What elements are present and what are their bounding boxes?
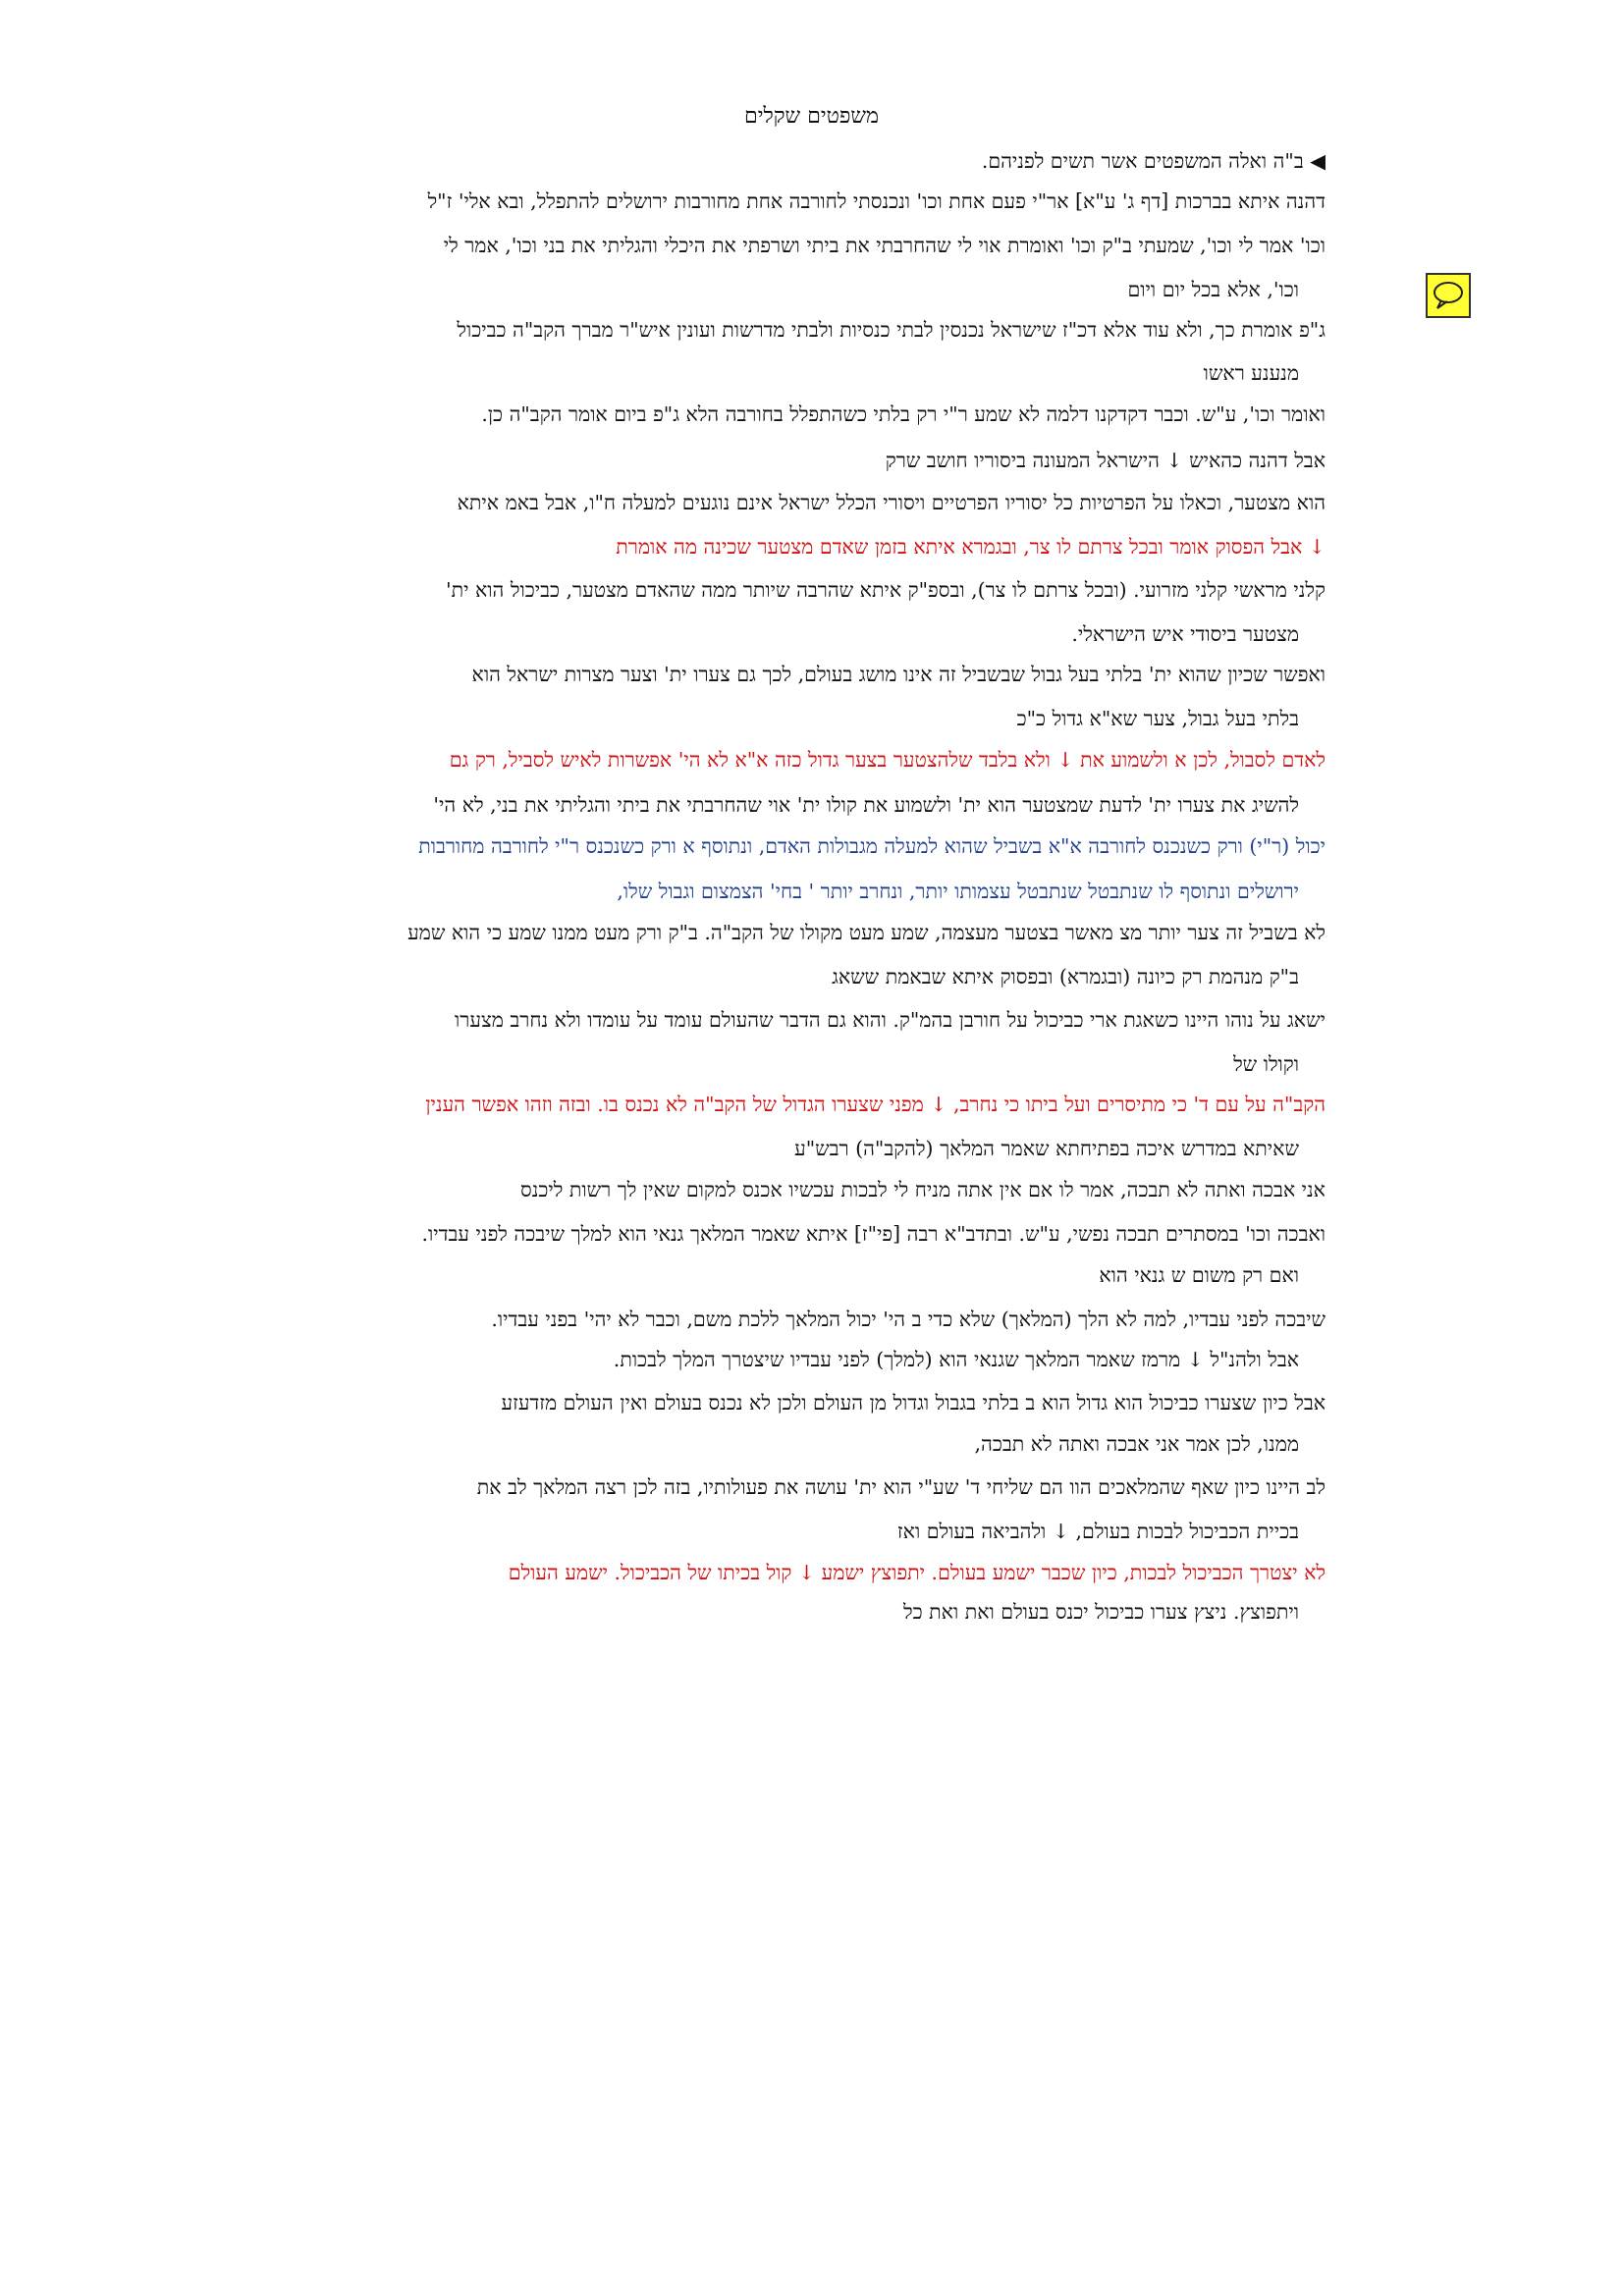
text-line: מנענע ראשו <box>1203 361 1299 385</box>
text-line: וכו', אלא בכל יום ויום <box>1127 278 1299 301</box>
text-line: ג"פ אומרת כך, ולא עוד אלא דכ"ז שישראל נכנסין לבתי כנסיות ולבתי מדרשות ועונין איש"ר מברך הקב"ה כביכול <box>457 318 1325 342</box>
text-line: הקב"ה על עם ד' כי מתיסרים ועל ביתו כי נחרב, ↓ מפני שצערו הגדול של הקב"ה לא נכנס בו. ובזה וזהו אפשר הענין <box>425 1093 1325 1116</box>
text-line: ויתפוצץ. ניצץ צערו כביכול יכנס בעולם ואת ואת כל <box>903 1600 1299 1624</box>
text-line: בלתי בעל גבול, צער שא"א גדול כ"כ <box>1016 707 1299 730</box>
text-line: וקולו של <box>1233 1052 1299 1076</box>
text-line: הוא מצטער, וכאלו על הפרטיות כל יסוריו הפרטיים ויסורי הכלל ישראל אינם נוגעים למעלה ח"ו, אבל באמ איתא <box>457 491 1325 514</box>
text-line: וכו' אמר לי וכו', שמעתי ב"ק וכו' ואומרת אוי לי שהחרבתי את ביתי ושרפתי את היכלי והגליתי את בני וכו', אמר לי <box>443 234 1325 257</box>
text-line: בכיית הכביכול לבכות בעולם, ↓ ולהביאה בעולם ואז <box>896 1520 1299 1543</box>
text-line: יכול (ר"י) ורק כשנכנס לחורבה א"א בשביל שהוא למעלה מגבולות האדם, ונתוסף א ורק כשנכנס ר"י לחורבה מחורבות <box>418 834 1325 858</box>
text-line: ב"ק מנהמת רק כיונה (ובגמרא) ובפסוק איתא שבאמת ששאג <box>832 965 1299 988</box>
page-title: משפטים שקלים <box>743 104 880 129</box>
text-line: אבל כיון שצערו כביכול הוא גדול הוא ב בלתי בגבול וגדול מן העולם ולכן לא נכנס בעולם ואין העולם מזדעזע <box>501 1391 1325 1415</box>
text-line: אני אבכה ואתה לא תבכה, אמר לו אם אין אתה מניח לי לבכות עכשיו אכנס למקום שאין לך רשות ליכנס <box>520 1178 1325 1201</box>
speech-bubble-glyph <box>1428 275 1469 316</box>
text-line: ↓ אבל הפסוק אומר ובכל צרתם לו צר, ובגמרא איתא בזמן שאדם מצטער שכינה מה אומרת <box>616 535 1325 559</box>
speech-bubble-icon[interactable] <box>1426 273 1471 318</box>
text-line: ירושלים ונתוסף לו שנתבטל שנתבטל עצמותו יותר, ונחרב יותר ' בחי' הצמצום וגבול שלו, <box>617 880 1299 903</box>
text-line: לאדם לסבול, לכן א ולשמוע את ↓ ולא בלבד שלהצטער בצער גדול כזה א"א לא הי' אפשרות לאיש לסביל, רק גם <box>449 748 1325 772</box>
text-line: אבל דהנה כהאיש ↓ הישראל המעונה ביסוריו חושב שרק <box>885 449 1325 472</box>
text-line: קלני מראשי קלני מזרועי. (ובכל צרתם לו צר), ובספ"ק איתא שהרבה שיותר ממה שהאדם מצטער, כביכול הוא ית' <box>445 578 1325 602</box>
text-line: להשיג את צערו ית' לדעת שמצטער הוא ית' ולשמוע את קולו ית' אוי שהחרבתי את ביתי והגליתי את בני, לא הי' <box>433 793 1299 817</box>
text-line: ואפשר שכיון שהוא ית' בלתי בעל גבול שבשביל זה אינו מושג בעולם, לכך גם צערו ית' וצער מצרות ישראל הוא <box>471 663 1325 686</box>
text-line: שאיתא במדרש איכה בפתיחתא שאמר המלאך (להקב"ה) רבש"ע <box>794 1137 1299 1160</box>
text-line: לב היינו כיון שאף שהמלאכים הוו הם שליחי ד' שע"י הוא ית' עושה את פעולותיו, בזה לכן רצה המלאך לב את <box>476 1475 1325 1499</box>
text-line: ממנו, לכן אמר אני אבכה ואתה לא תבכה, <box>974 1432 1299 1456</box>
text-line: לא יצטרך הכביכול לבכות, כיון שכבר ישמע בעולם. יתפוצץ ישמע ↓ קול בכיתו של הכביכול. ישמע העולם <box>508 1561 1325 1584</box>
text-line: שיבכה לפני עבדיו, למה לא הלך (המלאך) שלא כדי ב הי' יכול המלאך ללכת משם, וכבר לא יהי' בפני עבדיו. <box>491 1308 1325 1331</box>
text-line: דהנה איתא בברכות [דף ג' ע"א] אר"י פעם אחת וכו' ונכנסתי לחורבה אחת מחורבות ירושלים להתפלל, ובא אלי' ז"ל <box>427 189 1325 213</box>
text-line: ◀ ב"ה ואלה המשפטים אשר תשים לפניהם. <box>981 149 1325 173</box>
text-line: ואומר וכו', ע"ש. וכבר דקדקנו דלמה לא שמע ר"י רק בלתי כשהתפלל בחורבה הלא ג"פ ביום אומר הקב"ה כן. <box>481 402 1325 426</box>
text-line: ישאג על נוהו היינו כשאגת ארי כביכול על חורבן בהמ"ק. והוא גם הדבר שהעולם עומד על עומדו ולא נחרב מצערו <box>455 1008 1325 1032</box>
text-line: אבל ולהנ"ל ↓ מרמז שאמר המלאך שגנאי הוא (למלך) לפני עבדיו שיצטרך המלך לבכות. <box>613 1348 1299 1371</box>
text-line: מצטער ביסודי איש הישראלי. <box>1071 622 1299 646</box>
text-line: ואם רק משום ש גנאי הוא <box>1099 1263 1299 1287</box>
text-line: ואבכה וכו' במסתרים תבכה נפשי, ע"ש. ובתדב"א רבה [פי"ז] איתא שאמר המלאך גנאי הוא למלך שיבכה לפני עבדיו. <box>421 1222 1325 1246</box>
text-line: לא בשביל זה צער יותר מצ מאשר בצטער מעצמה, שמע מעט מקולו של הקב"ה. ב"ק ורק מעט ממנו שמע כי הוא שמע <box>407 921 1325 944</box>
